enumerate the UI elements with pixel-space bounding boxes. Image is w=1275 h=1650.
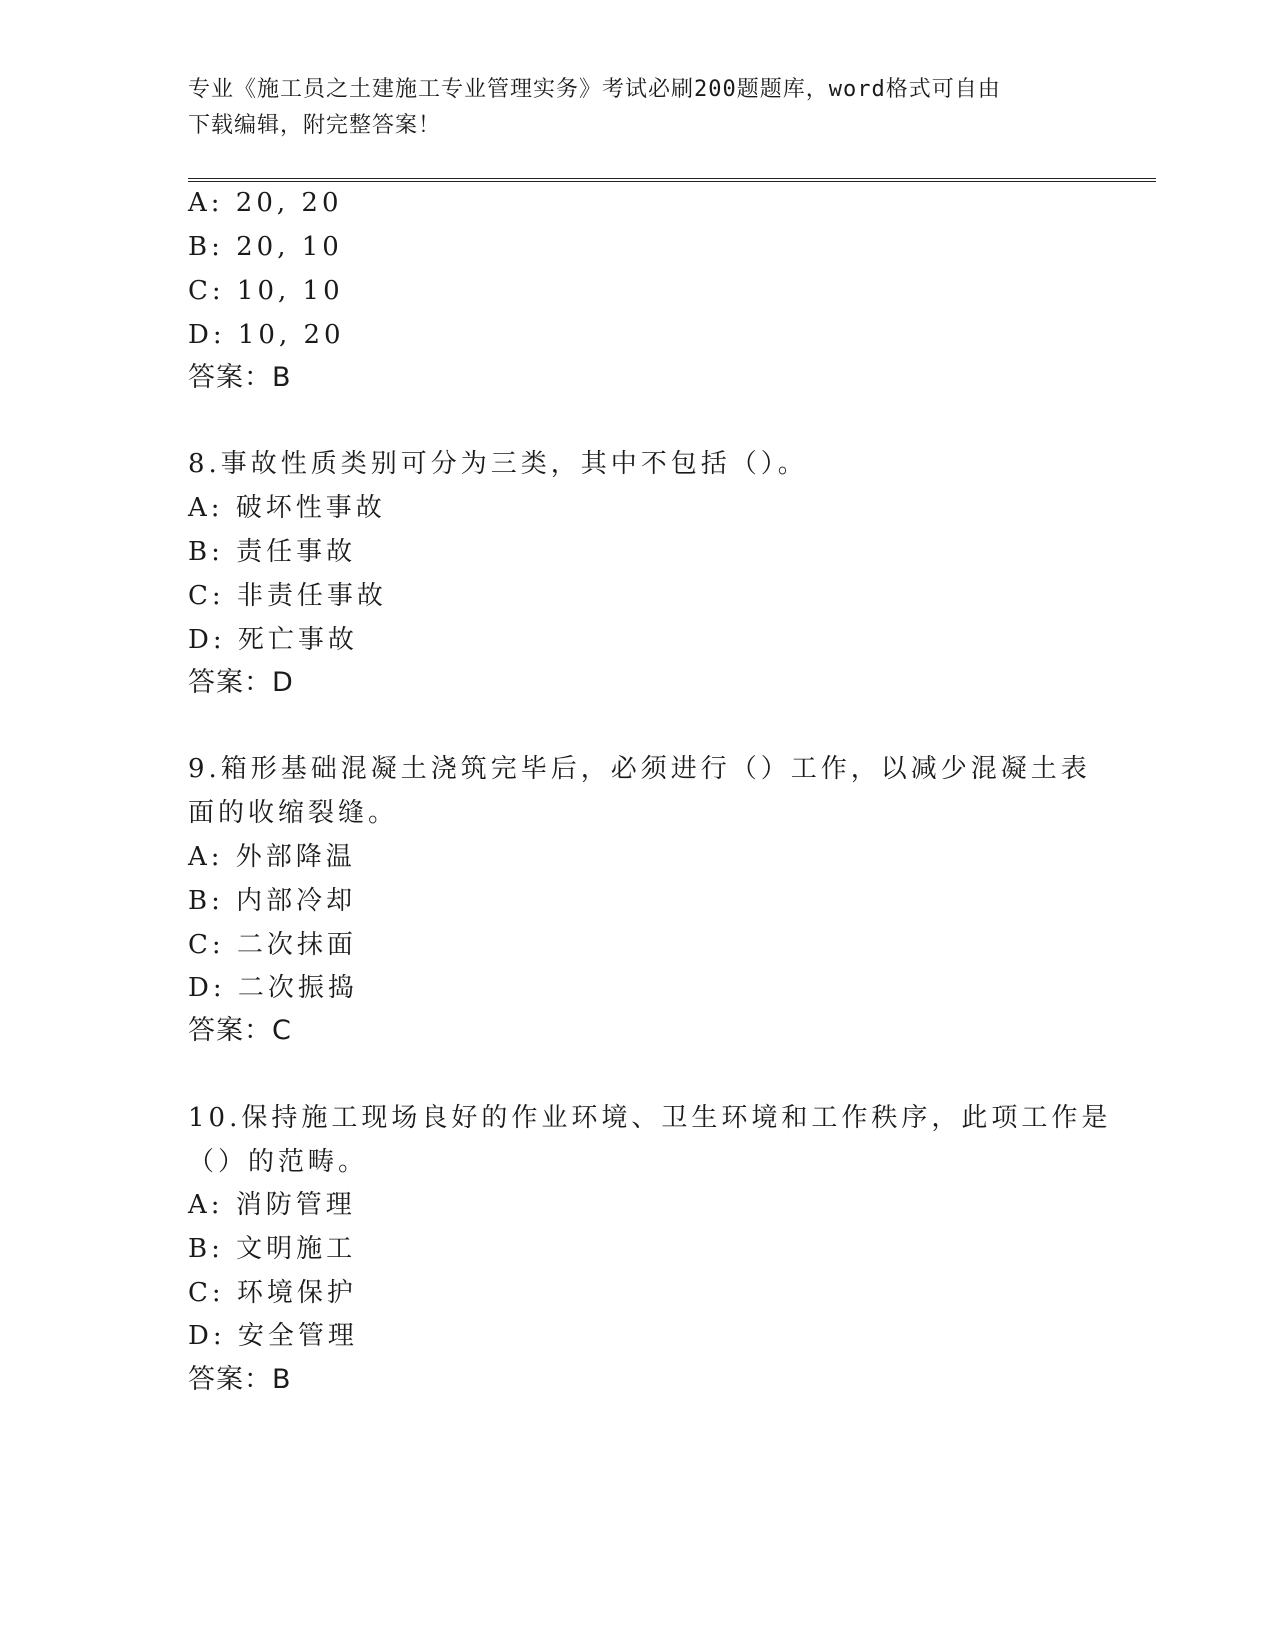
q8-option-b: B: 责任事故 xyxy=(188,537,357,567)
q8-question: 8.事故性质类别可分为三类，其中不包括（）。 xyxy=(188,449,808,479)
q10-question-line-2: （）的范畴。 xyxy=(188,1147,369,1177)
q10-option-c: C: 环境保护 xyxy=(188,1278,357,1308)
q10-question-line-1: 10.保持施工现场良好的作业环境、卫生环境和工作秩序，此项工作是 xyxy=(188,1103,1112,1133)
q8-answer: 答案：D xyxy=(188,667,294,698)
q9-answer: 答案：C xyxy=(188,1015,292,1046)
q9-question-line-2: 面的收缩裂缝。 xyxy=(188,798,399,828)
document-header xyxy=(188,72,1088,144)
q8-option-a: A: 破坏性事故 xyxy=(188,493,386,523)
q9-option-a: A: 外部降温 xyxy=(188,842,356,872)
q7-option-d: D: 10, 20 xyxy=(188,320,345,350)
q7-answer: 答案：B xyxy=(188,362,292,393)
q9-option-c: C: 二次抹面 xyxy=(188,930,357,960)
q9-option-d: D: 二次振捣 xyxy=(188,973,358,1003)
q9-question-line-1: 9.箱形基础混凝土浇筑完毕后，必须进行（）工作，以减少混凝土表 xyxy=(188,754,1091,784)
q7-option-b: B: 20, 10 xyxy=(188,232,343,262)
header-line-1: 专业《施工员之土建施工专业管理实务》考试必刷200题题库，word格式可自由 xyxy=(188,77,1001,102)
q10-answer: 答案：B xyxy=(188,1364,292,1395)
q10-option-b: B: 文明施工 xyxy=(188,1234,357,1264)
q9-option-b: B: 内部冷却 xyxy=(188,886,357,916)
q8-option-d: D: 死亡事故 xyxy=(188,625,358,655)
q8-option-c: C: 非责任事故 xyxy=(188,581,387,611)
header-line-2: 下载编辑，附完整答案！ xyxy=(188,113,442,138)
q10-option-a: A: 消防管理 xyxy=(188,1190,356,1220)
q7-option-c: C: 10, 10 xyxy=(188,276,344,306)
header-divider xyxy=(188,178,1156,182)
q10-option-d: D: 安全管理 xyxy=(188,1321,358,1351)
q7-option-a: A: 20, 20 xyxy=(188,188,343,218)
